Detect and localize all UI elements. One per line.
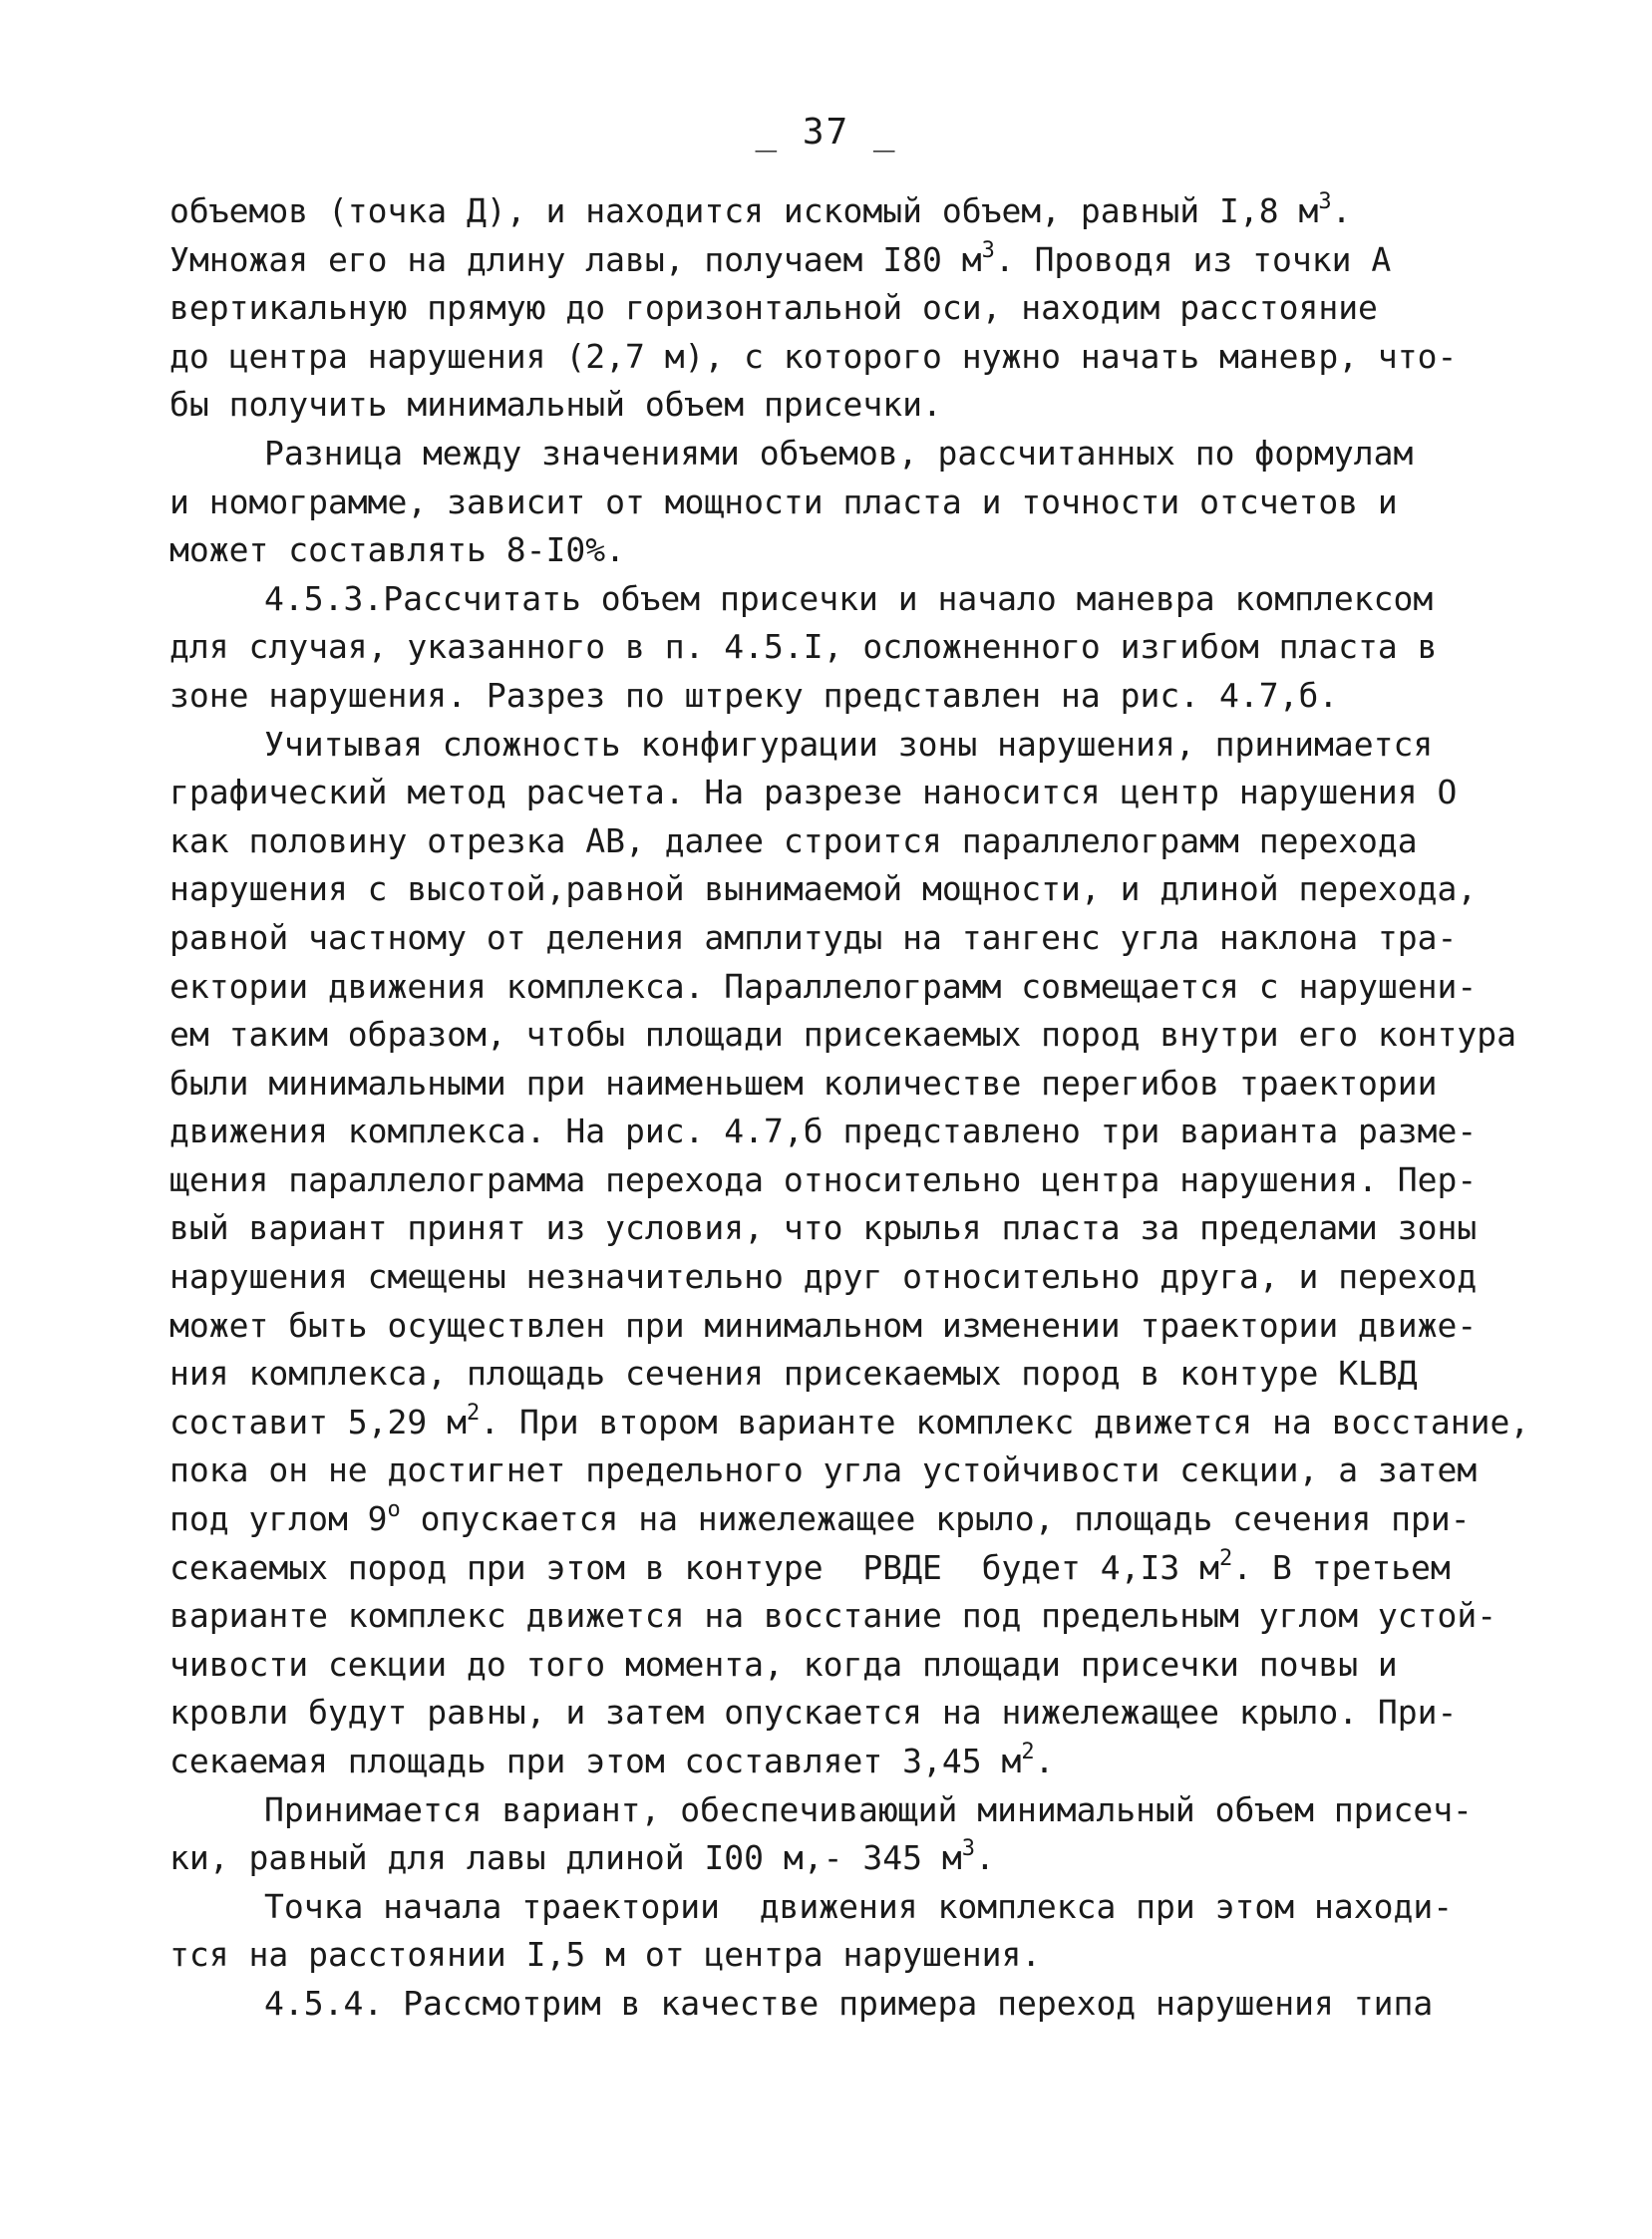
paragraph-start: Точка начала траектории движения комплекса при этом находи- — [264, 1886, 1454, 1926]
text-line: секаемых пород при этом в контуре РВДЕ будет 4,I3 $м^2$. В третьем — [169, 1545, 1451, 1587]
text-line: секаемая площадь при этом составляет 3,45 $м^2$. — [169, 1740, 1055, 1780]
text-line: нарушения смещены незначительно друг относительно друга, и переход — [169, 1257, 1478, 1297]
text-line: вертикальную прямую до горизонтальной оси, находим расстояние — [169, 288, 1378, 328]
text-line: ем таким образом, чтобы площади присекаемых пород внутри его контура — [169, 1015, 1517, 1055]
text-line: кровли будут равны, и затем опускается на нижележащее крыло. При- — [169, 1693, 1458, 1733]
text-line: графический метод расчета. На разрезе наносится центр нарушения О — [169, 773, 1458, 812]
text-line: равной частному от деления амплитуды на тангенс угла наклона тра- — [169, 917, 1458, 957]
text-line: пока он не достигнет предельного угла устойчивости секции, а затем — [169, 1450, 1478, 1490]
text-line: ки, равный для лавы длиной I00 м,- 345 $м^3$. — [169, 1836, 995, 1878]
text-line: чивости секции до того момента, когда площади присечки почвы и — [169, 1644, 1398, 1684]
text-line: движения комплекса. На рис. 4.7,б представлено три варианта разме- — [169, 1112, 1478, 1151]
text-line: для случая, указанного в п. 4.5.I, осложненного изгибом пласта в — [169, 627, 1438, 667]
paragraph-start: Учитывая сложность конфигурации зоны нарушения, принимается — [264, 724, 1434, 764]
text-line: бы получить минимальный объем присечки. — [169, 385, 942, 425]
text-line: составит 5,29 $м^2$. При втором варианте комплекс движется на восстание, — [169, 1400, 1530, 1441]
text-line: как половину отрезка АВ, далее строится параллелограмм перехода — [169, 820, 1418, 860]
text-line: нарушения с высотой,равной вынимаемой мощности, и длиной перехода, — [169, 869, 1478, 909]
text-line: объемов (точка Д), и находится искомый объем, равный I,8 $м^3$. — [169, 189, 1352, 230]
paragraph-start: 4.5.3.Рассчитать объем присечки и начало маневра комплексом — [264, 578, 1434, 618]
text-line: до центра нарушения (2,7 м), с которого нужно начать маневр, что- — [169, 336, 1458, 376]
text-line: зоне нарушения. Разрез по штреку представлен на рис. 4.7,б. — [169, 675, 1339, 715]
text-line: ния комплекса, площадь сечения присекаемых пород в контуре КLВД — [169, 1354, 1418, 1394]
page-number: _ 37 _ — [755, 112, 897, 153]
text-line: может составлять 8-I0%. — [169, 530, 625, 570]
text-line: варианте комплекс движется на восстание под предельным углом устой- — [169, 1596, 1497, 1636]
text-line: может быть осуществлен при минимальном изменении траектории движе- — [169, 1305, 1478, 1345]
text-line: тся на расстоянии I,5 м от центра нарушения. — [169, 1935, 1042, 1975]
text-line: вый вариант принят из условия, что крылья пласта за пределами зоны — [169, 1208, 1478, 1248]
text-line: Умножая его на длину лавы, получаем I80 $м^3$. Проводя из точки А — [169, 237, 1392, 279]
text-line: и номограмме, зависит от мощности пласта и точности отсчетов и — [169, 481, 1398, 521]
text-line: под углом 9$^o$ опускается на нижележащее крыло, площадь сечения при- — [169, 1497, 1471, 1539]
paragraph-start: 4.5.4. Рассмотрим в качестве примера переход нарушения типа — [264, 1983, 1434, 2023]
text-line: ектории движения комплекса. Параллелограмм совмещается с нарушени- — [169, 966, 1478, 1006]
body-text — [169, 187, 1530, 2029]
text-line: щения параллелограмма перехода относительно центра нарушения. Пер- — [169, 1159, 1478, 1199]
paragraph-start: Принимается вариант, обеспечивающий минимальный объем присеч- — [264, 1789, 1473, 1829]
text-line: были минимальными при наименьшем количестве перегибов траектории — [169, 1063, 1438, 1103]
paragraph-start: Разница между значениями объемов, рассчитанных по формулам — [264, 433, 1414, 473]
